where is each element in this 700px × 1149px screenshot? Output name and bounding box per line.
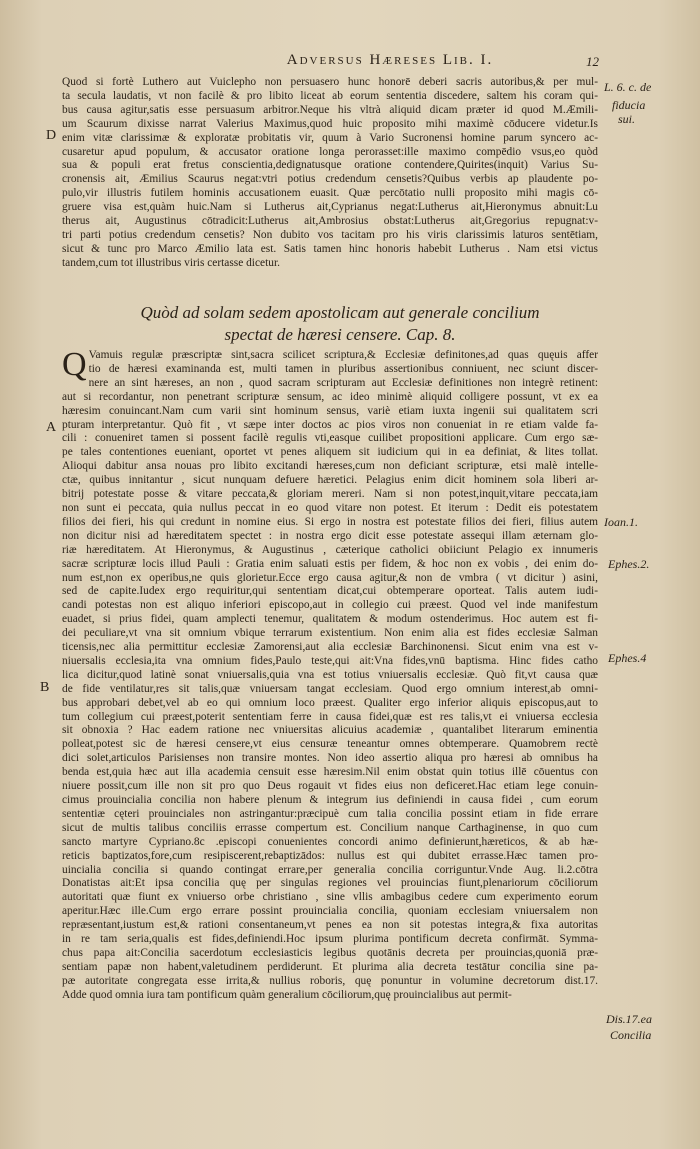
text-line: filios dei fieri, his qui credunt in nomine eius. Si ergo in nostra est potestate filios dei fieri, filius autem [62,515,598,528]
heading-line-2: spectat de hæresi censere. Cap. 8. [224,325,456,344]
text-line: sicut de multis talibus conciliis errasse compertum est. Concilium nanque Carthaginense, in quo cum [62,821,598,834]
text-line: pulo,vir illustris futilem hominis accusationem euasit. Quæ percōtatio nulli proposito mihi magis cō- [62,187,598,200]
margin-note: L. 6. c. de [604,80,652,94]
text-line: pturam interpretantur. Quò fit , vt sæpe inter doctos ac pios viros non conueniat in re etiam valde fa- [62,418,598,431]
text-line: euadet, si prius fidei, quam amplecti tenemur, qualitatem & modum ostenderimus. Hoc autem est fi- [62,613,598,626]
text-line: bus approbari debet,vel ab eo qui omnium loco præest. Qualiter ergo inferior aliquis episcopus,aut to [62,696,598,709]
text-line: ticensis,nec alia permittitur ecclesiæ Zamorensi,aut alia ecclesiæ Barchinonensi. Sicut enim vna est v- [62,641,598,654]
text-line: ctæ, quibus innitantur , sicut nunquam defuere hæretici. Pelagius enim dicit hominem sola liberi ar- [62,474,598,487]
margin-note: fiducia [612,98,646,112]
text-line: Quod si fortè Luthero aut Vuiclepho non persuasero hunc honorē deberi sacris autoribus,& per mul- [62,76,598,88]
text-line: sed de capite.Iudex ergo requiritur,qui sententiam dicat,cui obtemperare oporteat. Talis autem iudi- [62,585,598,598]
text-line: tandem,cum tot illustribus viris certasse dicetur. [62,256,280,269]
margin-note: Dis.17.ea [606,1012,652,1026]
text-line: Alioqui dabitur ansa nouas pro libito excitandi hæreses,cum non deficiant scripturæ, etsi malè intelle- [62,460,598,473]
text-line: chus papa ait:Concilia sacerdotum ecclesiasticis legibus quotānis decreta per prouincias,quoniā præ- [62,946,598,959]
paragraph-main [62,346,598,1003]
text-line: reticis baptizatos,fore,cum resipiscerent,rebaptizādos: nullus est qui dubitet errasse.Hæc tamen pro- [62,849,598,862]
text-line: dici solet,articulos Parisienses non transire montes. Non ideo assertio aliqua pro hæresi ab omnibus ha [62,752,598,765]
text-line: gruere visa est,quàm huic.Nam si Lutherus ait,Cyprianus negat:Lutherus ait,Hieronymus abnuit:Lu [62,201,598,214]
text-line: sit obnoxia ? Hac eadem ratione nec vniuersitas alicuius academiæ , quantalibet literarum eminentia [62,724,598,737]
text-line: benda est,quia hæc aut illa academia censuit esse hæresim.Nil enim obstat quin totius illē cōuentus con [62,766,598,779]
margin-note: Ioan.1. [604,515,638,529]
drop-capital: Q [62,346,87,383]
text-line: enim vitæ clarissimæ & exploratæ probitatis vir, quum à Vario Sucronensi homine parum syncero ac- [62,131,598,144]
text-line: sicut & tunc pro Marco Æmilio lata est. Satis tamen hinc honoris habebit Lutherus . Nam etsi victus [62,242,598,255]
text-line: tio de hæresi examinanda est, multi tamen in pluribus assertionibus conniuent, nec sciunt discer- [88,362,598,375]
text-line: hæresim conuincant.Nam cum varii sint hominum sensus, variè etiam iuxta ingenii sui qualitatem scri [62,404,598,417]
text-line: repræsentant,iustum est,& rationi consentaneum,vt penes ea non sit potestas integra,& fixa autoritas [62,919,598,932]
text-line: sententiæ cęteri prouinciales non astringantur:præcipuè cum talia concilia possint etiam in fide errare [62,807,598,820]
text-line: sentiam papæ non habent,valetudinem perdiderunt. Et plurima alia decreta testātur concilia sine pa- [62,960,598,973]
text-line: aperitur.Hæc ille.Cum ergo errare possint prouincialia concilia, quoniam ecclesiam vniuersalem non [62,905,598,918]
text-line: autoritati quæ fiunt ex vniuerso orbe christiano , sine vllis ambagibus cedere cum experimento eorum [62,891,598,904]
text-line: sancto martyre Cypriano.8c .episcopi conuenientes concordi animo definierunt,hæreticos, & ab hæ- [62,835,598,848]
text-line: niuere possit,cum ille non sit pro quo Deus rogauit vt fides eius non deficeret.Hac etiam lege conuin- [62,780,598,793]
margin-letter: A [46,420,57,435]
text-line: bitrij potestate posse & vitare peccata,& gloriam mereri. Nam si non potest,inquit,vitare peccata,iam [62,488,598,501]
text-line: bus causa agitur,satis esse persuasum arbitror.Neque his vltrà aliquid dicam præter id quod M.Æmili- [62,103,598,116]
text-line: Donatistas ait:Et ipsa concilia quę per singulas regiones vel prouincias fiunt,plenariorum cōciliorum [62,877,598,890]
text-line: nere an sint hæreses, an non , quod sacram scripturam aut Ecclesiæ definitiones non integrè retinent: [88,376,598,389]
margin-letter: B [40,680,50,695]
margin-note: Concilia [610,1028,652,1042]
text-line: cimus prouincialia concilia non habere plenum & integrum ius definiendi in causa fidei , cum eorum [62,794,598,806]
text-line: Adde quod omnia iura tam pontificum quàm generalium cōciliorum,quę prouincialibus aut permit- [62,988,512,1001]
text-line: lica dicitur,quod latinè sonat vniuersalis,quia vna est totius vniuersalis ecclesiæ. Quò fit,vt causa quæ [62,668,598,681]
text-line: non dicitur nisi ad hæreditatem spectet : in nostra ergo dicit esse potestate assequi illam æternam glo- [62,529,598,542]
text-line: polleat,potest sic de hæresi censere,vt eius censuræ teneantur omnes obtemperare. Quamobrem rectè [62,738,598,751]
text-line: in re tam seria,qualis est fides,definiendi.Hoc ipsum plurima pontificum decreta confirmāt. Symma- [62,933,598,946]
margin-note: Ephes.2. [608,557,650,571]
text-line: riæ hæreditatem. At Hieronymus, & Augustinus , cæterique catholici obiiciunt Pelagio ex innumeris [62,543,598,556]
paragraph-top [62,76,598,271]
text-line: therus ait, Augustinus cōtradicit:Lutherus ait,Ambrosius obstat:Lutherus ait,Gregorius repugnat:v- [62,215,598,228]
text-line: uincialia concilia si quando contingat errare,per generalia concilia corriguntur.Vnde Aug. li.2.cōtra [62,863,598,876]
text-line: cusaretur apud populum, & accusator oratione longa perorasset:ille maximo compēdio vsus,eo quòd [62,145,598,158]
text-line: cili : conueniret tamen si possent facilè regulis vti,easque cuilibet propositioni applicare. Cum ergo sæ- [62,432,598,445]
text-line: non sunt ei peccata, quia nullus peccat in eo quod vitare non potest. Et iterum : Dedit eis potestatem [62,501,598,514]
text-line: tum collegium cui præest,poterit sententiam ferre in causa fidei,quæ est res talis,vt ei vniuersa ecclesia [62,710,598,723]
text-line: dei peculiare,vt vna sit omnium vbique terrarum existentium. Non enim alia est fides ecclesiæ Salman [62,627,598,640]
text-line: candi potestas non est aliquo inferiori episcopo,aut in collegio cui præest. Quod vel inde manifestum [62,599,598,612]
text-line: niuersalis ecclesia,ita vna omnium fides,Paulo teste,qui ait:Vna fides,vnū baptisma. Hinc fides catho [62,654,598,667]
text-line: num est,non ex operibus,ne quis glorietur.Ecce ergo causa agitur,& non de vmbra ( vt dicitur ) asini, [62,571,598,584]
margin-note: sui. [618,112,636,126]
margin-note: Ephes.4 [608,651,647,665]
text-line: pæ autoritate congregata esse irrita,& nullius roboris, quę ponuntur in volumine decretorum dist.17. [62,974,598,987]
text-line: tri parti potius credendum censetis? Non dubito vos tacitam pro his viris clarissimis laturos sentētiam, [62,228,598,241]
text-line: aut si recordantur, non penetrant scripturæ sensum, ac ideo minimè aliquid colligere possunt, vt ex ea [62,390,598,403]
text-line: Vamuis regulæ præscriptæ sint,sacra scilicet scriptura,& Ecclesiæ definitones,ad quas quęuis affer [88,349,598,361]
text-line: de fide ventilatur,res sit talis,quæ vniuersam tangat ecclesiam. Quod ergo omnium interest,ab omni- [62,682,598,695]
running-title: Adversus Hæreses Lib. I. [286,52,494,68]
folio-number: 12 [586,54,599,69]
text-line: cronensis ait, Æmilius Scaurus negat:vtri potius credendum censetis?Quibus verbis ap plaudente po- [62,173,598,186]
text-line: sua & populi erat fretus conscientia,dedignatusque oratione contendere,Quirites(inquit) Varius Su- [62,159,598,172]
heading-line-1: Quòd ad solam sedem apostolicam aut generale concilium [140,303,540,322]
margin-letter: D [46,128,57,143]
text-line: pe tales contentiones eueniant, oportet vt penes aliquem sit iudicium qui in ea definiat, & lites tollat. [62,446,598,459]
text-line: um Scaurum dixisse narrat Valerius Maximus,quod huic proposito mihi maximè cōducere videtur.Is [62,117,598,130]
text-line: sacræ scripturæ locis illud Pauli : Gratia enim saluati estis per fidem, & hoc non ex vobis , dei enim do- [62,557,598,570]
chapter-heading [130,302,550,346]
text-line: ta secula laudatis, vt non facilè & pro libito liceat ab eorum sententia discedere, saltem his coram qui- [62,89,598,102]
